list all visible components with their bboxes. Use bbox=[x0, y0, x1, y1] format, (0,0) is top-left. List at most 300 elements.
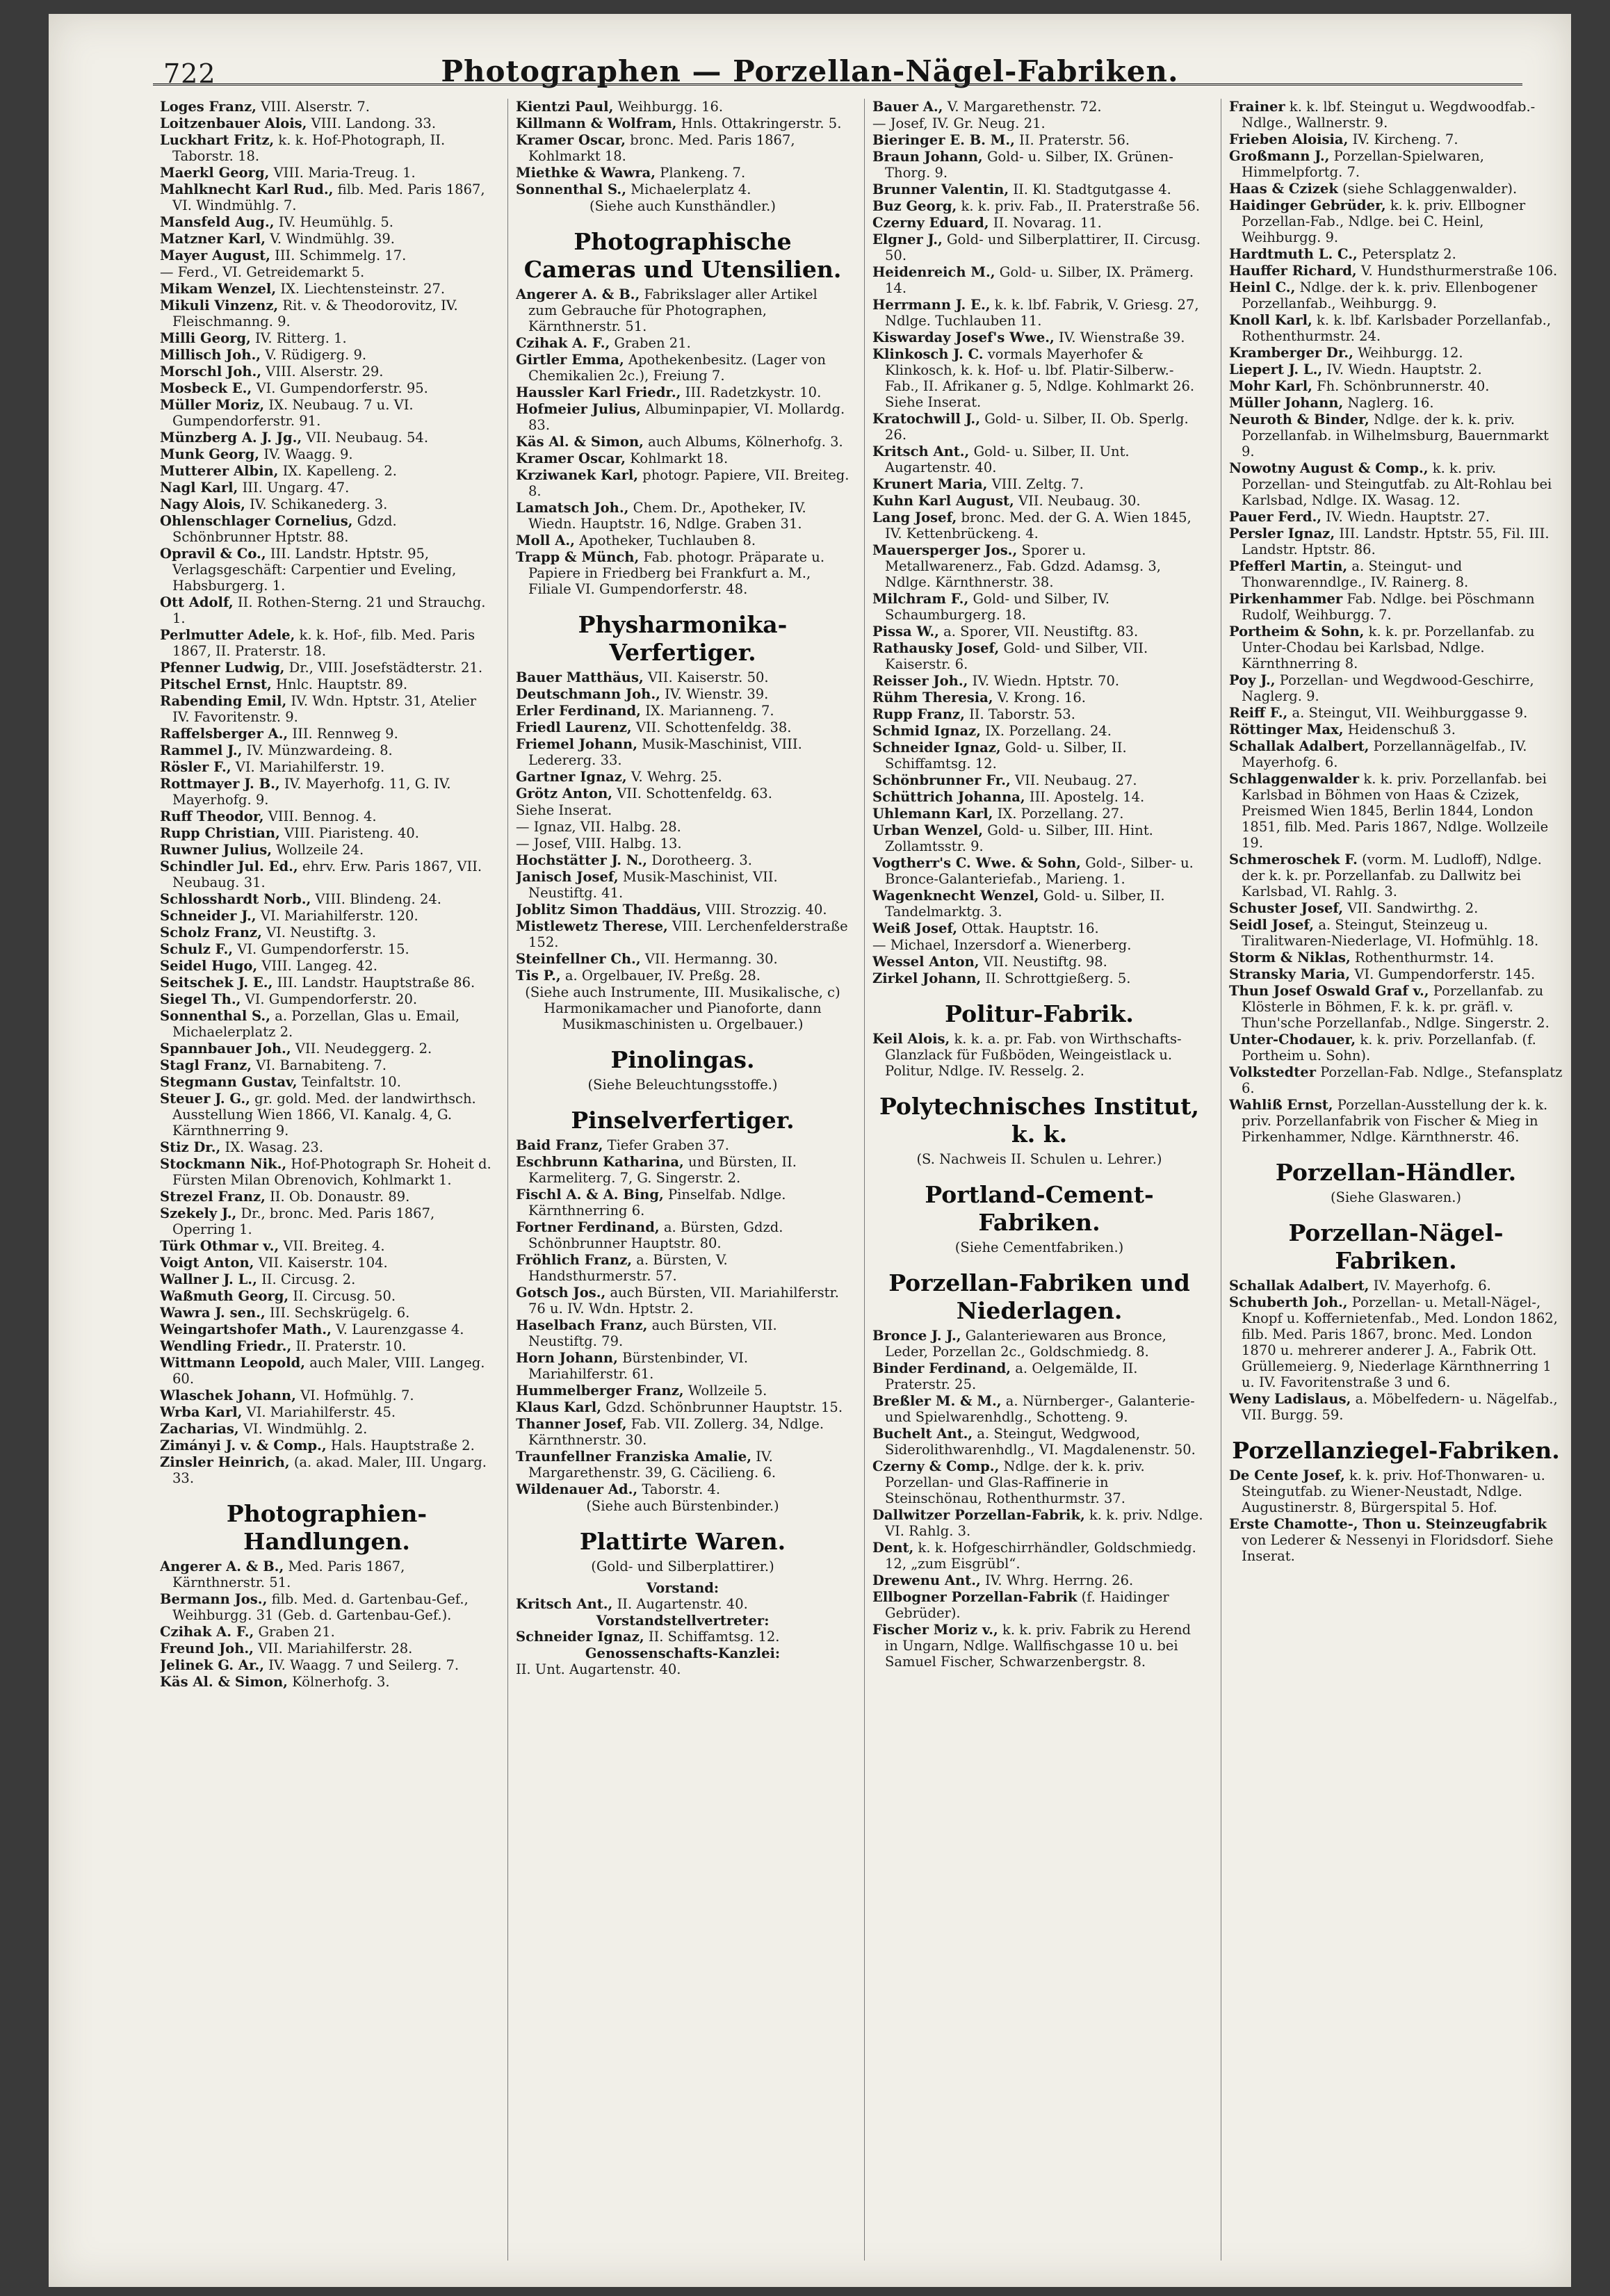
directory-entry bbox=[872, 888, 1206, 920]
directory-entry bbox=[160, 496, 494, 512]
entry-details: IV. Kircheng. 7. bbox=[1352, 131, 1458, 147]
entry-details: II. Praterstr. 10. bbox=[295, 1338, 407, 1354]
directory-entry bbox=[872, 690, 1206, 706]
entry-name: Rupp Franz, bbox=[872, 706, 965, 722]
entry-name: Knoll Karl, bbox=[1229, 312, 1312, 328]
directory-entry bbox=[160, 742, 494, 758]
entry-details: bronc. Med. Paris 1867, Kohlmarkt 18. bbox=[528, 132, 795, 164]
entry-name: Thanner Josef, bbox=[516, 1416, 627, 1432]
entry-name: Thun Josef Oswald Graf v., bbox=[1229, 983, 1429, 999]
running-title: Photographen — Porzellan-Nägel-Fabriken. bbox=[441, 54, 1179, 88]
entry-name: Erler Ferdinand, bbox=[516, 703, 641, 719]
entry-details: (f. Haidinger Gebrüder). bbox=[885, 1589, 1169, 1621]
entry-details: IV. Wiedn. Hptstr. 70. bbox=[972, 673, 1120, 689]
directory-entry bbox=[1229, 624, 1563, 671]
section-note: (Siehe Glaswaren.) bbox=[1330, 1189, 1462, 1205]
entry-name: Krunert Maria, bbox=[872, 476, 988, 492]
entry-details: Ndlge. der k. k. priv. Porzellanfab. in Wilhelmsburg, Bauernmarkt 9. bbox=[1242, 412, 1549, 459]
directory-entry bbox=[160, 776, 494, 808]
directory-entry bbox=[160, 1271, 494, 1287]
entry-details: k. k. lbf. Steingut u. Wegdwoodfab.-Ndlge., Wallnerstr. 9. bbox=[1242, 99, 1536, 131]
entry-name: Wildenauer Ad., bbox=[516, 1481, 638, 1497]
directory-entry bbox=[872, 772, 1206, 788]
subheading: Genossenschafts-Kanzlei: bbox=[585, 1645, 781, 1661]
directory-entry bbox=[872, 297, 1206, 329]
directory-entry bbox=[516, 869, 849, 901]
entry-details: Wollzeile 5. bbox=[688, 1383, 767, 1399]
entry-name: Liepert J. L., bbox=[1229, 361, 1323, 377]
section-heading: Porzellan-Händler. bbox=[1275, 1159, 1517, 1186]
directory-entry bbox=[160, 925, 494, 941]
entry-details: Hnlc. Hauptstr. 89. bbox=[276, 676, 408, 692]
entry-name: Großmann J., bbox=[1229, 148, 1330, 164]
entry-name: Kramer Oscar, bbox=[516, 450, 626, 466]
entry-details: Weihburgg. 16. bbox=[617, 99, 724, 115]
directory-entry bbox=[516, 500, 849, 532]
entry-details: IX. Porzellang. 24. bbox=[985, 723, 1112, 739]
entry-name: Bronce J. J., bbox=[872, 1328, 961, 1344]
entry-name: Breßler M. & M., bbox=[872, 1393, 1002, 1409]
entry-name: Loges Franz, bbox=[160, 99, 257, 115]
directory-entry bbox=[160, 676, 494, 692]
entry-details: Plankeng. 7. bbox=[660, 165, 746, 181]
entry-name: Schlosshardt Norb., bbox=[160, 891, 311, 907]
entry-name: Herrmann J. E., bbox=[872, 297, 991, 313]
directory-entry bbox=[516, 1449, 849, 1481]
entry-details: IV. Mayerhofg. 11, G. IV. Mayerhofg. 9. bbox=[172, 776, 451, 808]
entry-details: Hof-Photograph Sr. Hoheit d. Fürsten Milan Obrenovich, Kohlmarkt 1. bbox=[172, 1156, 491, 1188]
entry-details: VII. Neubaug. 30. bbox=[1018, 493, 1141, 509]
directory-entry bbox=[872, 443, 1206, 475]
entry-details: Med. Paris 1867, Kärnthnerstr. 51. bbox=[172, 1558, 405, 1590]
directory-entry bbox=[872, 1426, 1206, 1458]
entry-details: Gold- u. Silber, II. Schiffamtsg. 12. bbox=[885, 740, 1127, 772]
entry-name: Hummelberger Franz, bbox=[516, 1383, 684, 1399]
entry-name: Maerkl Georg, bbox=[160, 165, 270, 181]
directory-entry bbox=[1229, 917, 1563, 949]
entry-name: Loitzenbauer Alois, bbox=[160, 115, 307, 131]
entry-details: k. k. priv. Hof-Thonwaren- u. Steingutfab. zu Wiener-Neustadt, Ndlge. Augustinerstr. 8, Bürgerspital 5. Hof. bbox=[1242, 1467, 1545, 1515]
section-heading: Pinselverfertiger. bbox=[571, 1107, 795, 1134]
entry-name: Schulz F., bbox=[160, 941, 234, 957]
section-note: (S. Nachweis II. Schulen u. Lehrer.) bbox=[916, 1151, 1162, 1167]
entry-details: Porzellan-Fab. Ndlge., Stefansplatz 6. bbox=[1242, 1064, 1563, 1096]
directory-entry bbox=[1229, 99, 1563, 131]
directory-entry bbox=[160, 693, 494, 725]
entry-name: Käs Al. & Simon, bbox=[516, 434, 644, 450]
section-note: (Siehe Cementfabriken.) bbox=[954, 1239, 1124, 1255]
entry-details: IV. Wienstr. 39. bbox=[665, 686, 769, 702]
entry-details: IV. Margarethenstr. 39, G. Cäcilieng. 6. bbox=[528, 1449, 776, 1481]
entry-details: Hals. Hauptstraße 2. bbox=[330, 1438, 475, 1454]
directory-entry bbox=[160, 430, 494, 446]
entry-details: Porzellan-Ausstellung der k. k. priv. Porzellanfabrik von Fischer & Mieg in Pirkenhammer, Ndlge. Kärnthnerstr. 46. bbox=[1242, 1097, 1548, 1145]
directory-entry bbox=[160, 825, 494, 841]
directory-entry bbox=[872, 1622, 1206, 1670]
directory-entry bbox=[1229, 131, 1563, 147]
entry-name: Friedl Laurenz, bbox=[516, 719, 632, 735]
entry-name: Käs Al. & Simon, bbox=[160, 1674, 288, 1690]
entry-details: Porzellan- u. Metall-Nägel-, Knopf u. Koffernietenfab., Med. London 1862, filb. Med. Paris 1867, bronc. Med. London 1870 u. mehrerer anderer J. A., Fabrik Ott. Grüllemeierg. 9, Niederlage Kärnthnerring 1 u. IV. Favoritenstraße 3 und 6. bbox=[1242, 1294, 1558, 1390]
entry-name: Storm & Niklas, bbox=[1229, 950, 1351, 966]
entry-details: VII. Breiteg. 4. bbox=[283, 1238, 385, 1254]
entry-name: Fröhlich Franz, bbox=[516, 1252, 633, 1268]
entry-details: Fabrikslager aller Artikel zum Gebrauche für Photographen, Kärnthnerstr. 51. bbox=[528, 286, 818, 334]
entry-details: IV. Wienstraße 39. bbox=[1059, 329, 1185, 345]
directory-entry bbox=[1229, 263, 1563, 279]
entry-name: Hochstätter J. N., bbox=[516, 852, 648, 868]
entry-name: Rammel J., bbox=[160, 742, 243, 758]
section-note: (Siehe Beleuchtungsstoffe.) bbox=[587, 1077, 778, 1093]
entry-name: Schuberth Joh., bbox=[1229, 1294, 1348, 1310]
directory-entry bbox=[516, 450, 849, 466]
directory-entry bbox=[516, 686, 849, 702]
directory-entry bbox=[872, 723, 1206, 739]
directory-entry bbox=[516, 852, 849, 868]
entry-name: Haselbach Franz, bbox=[516, 1317, 648, 1333]
entry-name: Urban Wenzel, bbox=[872, 822, 984, 838]
entry-name: Mikuli Vinzenz, bbox=[160, 298, 279, 314]
entry-name: Strezel Franz, bbox=[160, 1189, 266, 1205]
entry-details: III. Schimmelg. 17. bbox=[275, 247, 407, 263]
entry-name: Seidl Josef, bbox=[1229, 917, 1315, 933]
entry-details: vormals Mayerhofer & Klinkosch, k. k. Hof- u. lbf. Platir-Silberw.-Fab., II. Afrikaner g. 5, Ndlge. Kohlmarkt 26. Siehe Inserat. bbox=[885, 346, 1195, 410]
entry-details: V. Laurenzgasse 4. bbox=[336, 1321, 464, 1337]
directory-entry bbox=[516, 384, 849, 400]
directory-entry bbox=[516, 1383, 849, 1399]
entry-name: Wawra J. sen., bbox=[160, 1305, 266, 1321]
entry-name: Bermann Jos., bbox=[160, 1591, 268, 1607]
entry-name: Bauer A., bbox=[872, 99, 943, 115]
entry-details: III. Apostelg. 14. bbox=[1029, 789, 1145, 805]
page-header bbox=[49, 33, 1571, 89]
entry-name: De Cente Josef, bbox=[1229, 1467, 1345, 1483]
entry-name: Ruwner Julius, bbox=[160, 842, 272, 858]
directory-entry bbox=[872, 740, 1206, 772]
entry-name: Trapp & Münch, bbox=[516, 549, 640, 565]
entry-name: Mistlewetz Therese, bbox=[516, 918, 668, 934]
directory-entry bbox=[516, 99, 849, 115]
entry-details: Dorotheerg. 3. bbox=[651, 852, 752, 868]
directory-entry bbox=[872, 789, 1206, 805]
entry-name: Szekely J., bbox=[160, 1205, 237, 1221]
entry-name: Münzberg A. J. Jg., bbox=[160, 430, 302, 446]
entry-details: IV. Heumühlg. 5. bbox=[278, 214, 393, 230]
directory-entry bbox=[160, 1674, 494, 1690]
directory-entry bbox=[160, 380, 494, 396]
entry-name: Moll A., bbox=[516, 532, 575, 548]
entry-details: VI. Neustiftg. 3. bbox=[266, 925, 377, 941]
directory-entry bbox=[516, 836, 849, 852]
entry-details: II. Augartenstr. 40. bbox=[617, 1596, 748, 1612]
directory-entry bbox=[516, 1252, 849, 1284]
directory-entry bbox=[1229, 181, 1563, 197]
entry-details: k. k. Hofgeschirrhändler, Goldschmiedg. 12, „zum Eisgrübl“. bbox=[885, 1540, 1196, 1572]
entry-details: k. k. priv. Porzellan- und Steingutfab. zu Alt-Rohlau bei Karlsbad, Ndlge. IX. Wasag. 12. bbox=[1242, 460, 1552, 508]
entry-details: VII. Neubaug. 54. bbox=[306, 430, 429, 446]
directory-entry bbox=[872, 493, 1206, 509]
entry-name: Ellbogner Porzellan-Fabrik bbox=[872, 1589, 1078, 1605]
entry-name: Schönbrunner Fr., bbox=[872, 772, 1011, 788]
entry-name: Wallner J. L., bbox=[160, 1271, 257, 1287]
entry-name: Haussler Karl Friedr., bbox=[516, 384, 681, 400]
directory-entry bbox=[872, 1458, 1206, 1506]
directory-entry bbox=[1229, 312, 1563, 344]
section-note: (Siehe auch Bürstenbinder.) bbox=[586, 1498, 779, 1514]
directory-entry bbox=[516, 1661, 849, 1677]
entry-name: Braun Johann, bbox=[872, 149, 983, 165]
directory-entry bbox=[872, 476, 1206, 492]
directory-entry bbox=[516, 1154, 849, 1186]
directory-entry bbox=[160, 513, 494, 545]
entry-name: Portheim & Sohn, bbox=[1229, 624, 1365, 640]
entry-details: a. Steingut, Steinzeug u. Tiralitwaren-Niederlage, VI. Hofmühlg. 18. bbox=[1242, 917, 1539, 949]
directory-entry bbox=[1229, 345, 1563, 361]
directory-entry bbox=[1229, 1294, 1563, 1390]
entry-name: Mauersperger Jos., bbox=[872, 542, 1018, 558]
entry-details: a. Porzellan, Glas u. Email, Michaelerplatz 2. bbox=[172, 1008, 460, 1040]
section-heading: Polytechnisches Institut, k. k. bbox=[879, 1093, 1199, 1148]
entry-details: k. k. priv. Porzellanfab. bei Karlsbad in Böhmen von Haas & Czizek, Preismed Wien 1845, Berlin 1844, London 1851, filb. Med. Paris 1867, Ndlge. Wollzeile 19. bbox=[1242, 771, 1549, 851]
entry-details: Wollzeile 24. bbox=[276, 842, 364, 858]
entry-name: Schneider Ignaz, bbox=[872, 740, 1001, 756]
entry-details: (vorm. M. Ludloff), Ndlge. der k. k. pr. Porzellanfab. zu Dallwitz bei Karlsbad, VI. Rahlg. 3. bbox=[1242, 852, 1542, 899]
entry-name: Müller Moriz, bbox=[160, 397, 265, 413]
entry-details: Gold- und Silberplattirer, II. Circusg. 50. bbox=[885, 231, 1201, 263]
directory-entry bbox=[516, 467, 849, 499]
entry-name: Stockmann Nik., bbox=[160, 1156, 287, 1172]
entry-name: Stegmann Gustav, bbox=[160, 1074, 298, 1090]
entry-details: Albuminpapier, VI. Mollardg. 83. bbox=[528, 401, 845, 433]
directory-entry bbox=[160, 1404, 494, 1420]
directory-entry bbox=[516, 1317, 849, 1349]
directory-entry bbox=[872, 115, 1206, 131]
entry-name: Raffelsberger A., bbox=[160, 726, 288, 742]
entry-name: Czihak A. F., bbox=[516, 335, 610, 351]
directory-entry bbox=[516, 286, 849, 334]
entry-details: k. k. priv. Ellbogner Porzellan-Fab., Ndlge. bei C. Heinl, Weihburgg. 9. bbox=[1242, 197, 1526, 245]
entry-details: II. Unt. Augartenstr. 40. bbox=[516, 1661, 681, 1677]
directory-entry bbox=[160, 1008, 494, 1040]
directory-entry bbox=[160, 115, 494, 131]
directory-entry bbox=[160, 627, 494, 659]
entry-details: a. Steingut- und Thonwarenndlge., IV. Rainerg. 8. bbox=[1242, 558, 1469, 590]
entry-details: von Lederer & Nessenyi in Floridsdorf. Siehe Inserat. bbox=[1242, 1532, 1554, 1564]
entry-details: Dr., VIII. Josefstädterstr. 21. bbox=[288, 660, 483, 676]
entry-details: a. Steingut, Wedgwood, Siderolithwarenhdlg., VI. Magdalenenstr. 50. bbox=[885, 1426, 1196, 1458]
directory-entry bbox=[872, 329, 1206, 345]
directory-entry bbox=[516, 1481, 849, 1497]
directory-entry bbox=[1229, 460, 1563, 508]
directory-entry bbox=[1229, 197, 1563, 245]
entry-details: VI. Hofmühlg. 7. bbox=[300, 1387, 414, 1403]
section-heading: Physharmonika-Verfertiger. bbox=[578, 611, 788, 666]
subheading: Vorstandstellvertreter: bbox=[596, 1613, 770, 1629]
entry-name: Fortner Ferdinand, bbox=[516, 1219, 660, 1235]
entry-details: Porzellan-Spielwaren, Himmelpfortg. 7. bbox=[1242, 148, 1484, 180]
entry-name: Kiswarday Josef's Wwe., bbox=[872, 329, 1055, 345]
directory-entry bbox=[1229, 412, 1563, 459]
directory-page bbox=[49, 14, 1571, 2287]
entry-name: Angerer A. & B., bbox=[516, 286, 640, 302]
directory-entry bbox=[160, 1205, 494, 1237]
column-3 bbox=[872, 99, 1206, 2274]
entry-name: Poy J., bbox=[1229, 672, 1276, 688]
directory-entry bbox=[516, 132, 849, 164]
entry-details: VIII. Maria-Treug. 1. bbox=[273, 165, 416, 181]
entry-details: VII. Mariahilferstr. 28. bbox=[258, 1640, 413, 1656]
entry-details: III. Rennweg 9. bbox=[292, 726, 398, 742]
directory-entry bbox=[160, 1139, 494, 1155]
entry-name: Seidel Hugo, bbox=[160, 958, 258, 974]
entry-name: Mosbeck E., bbox=[160, 380, 252, 396]
entry-name: Angerer A. & B., bbox=[160, 1558, 284, 1574]
directory-entry bbox=[160, 281, 494, 297]
entry-details: Galanteriewaren aus Bronce, Leder, Porzellan 2c., Goldschmiedg. 8. bbox=[885, 1328, 1166, 1360]
directory-entry bbox=[160, 181, 494, 213]
directory-entry bbox=[516, 115, 849, 131]
directory-entry bbox=[516, 1219, 849, 1251]
entry-name: Horn Johann, bbox=[516, 1350, 618, 1366]
entry-name: Pirkenhammer bbox=[1229, 591, 1343, 607]
entry-details: k. k. a. pr. Fab. von Wirthschafts-Glanzlack für Fußböden, Weingeistlack u. Politur, Ndlge. IV. Resselg. 2. bbox=[885, 1031, 1182, 1079]
entry-details: IV. Waagg. 7 und Seilerg. 7. bbox=[268, 1657, 460, 1673]
entry-details: VIII. Alserstr. 7. bbox=[261, 99, 370, 115]
directory-entry bbox=[1229, 378, 1563, 394]
entry-details: (a. akad. Maler, III. Ungarg. 33. bbox=[172, 1454, 487, 1486]
entry-details: VI. Mariahilferstr. 120. bbox=[260, 908, 418, 924]
directory-entry bbox=[160, 660, 494, 676]
entry-name: Fischer Moriz v., bbox=[872, 1622, 998, 1638]
entry-details: Ndlge. der k. k. priv. Ellenbogener Porzellanfab., Weihburgg. 9. bbox=[1242, 279, 1538, 311]
entry-details: — Josef, VIII. Halbg. 13. bbox=[516, 836, 682, 852]
directory-entry bbox=[516, 1187, 849, 1219]
directory-entry bbox=[1229, 558, 1563, 590]
column-2 bbox=[516, 99, 849, 2274]
entry-details: IV. Ritterg. 1. bbox=[254, 330, 347, 346]
entry-details: VII. Sandwirthg. 2. bbox=[1347, 900, 1479, 916]
entry-details: Hnls. Ottakringerstr. 5. bbox=[681, 115, 842, 131]
directory-entry bbox=[1229, 509, 1563, 525]
directory-entry bbox=[1229, 1278, 1563, 1294]
entry-details: Rit. v. & Theodorovitz, IV. Fleischmanng. 9. bbox=[172, 298, 458, 329]
entry-name: Röttinger Max, bbox=[1229, 722, 1344, 738]
entry-details: Porzellan- und Wegdwood-Geschirre, Naglerg. 9. bbox=[1242, 672, 1534, 704]
directory-entry bbox=[160, 975, 494, 991]
entry-name: Wendling Friedr., bbox=[160, 1338, 292, 1354]
entry-name: Janisch Josef, bbox=[516, 869, 619, 885]
entry-name: Joblitz Simon Thaddäus, bbox=[516, 902, 701, 918]
section-heading: Porzellanziegel-Fabriken. bbox=[1232, 1437, 1560, 1464]
section-heading: Plattirte Waren. bbox=[579, 1528, 786, 1555]
subheading: Vorstand: bbox=[646, 1580, 719, 1596]
entry-details: Naglerg. 16. bbox=[1347, 395, 1434, 411]
directory-entry bbox=[516, 951, 849, 967]
entry-details: — Josef, IV. Gr. Neug. 21. bbox=[872, 115, 1046, 131]
entry-details: Heidenschuß 3. bbox=[1347, 722, 1456, 738]
directory-entry bbox=[160, 446, 494, 462]
entry-details: filb. Med. d. Gartenbau-Gef., Weihburgg. 31 (Geb. d. Gartenbau-Gef.). bbox=[172, 1591, 469, 1623]
entry-name: Drewenu Ant., bbox=[872, 1572, 981, 1588]
directory-entry bbox=[872, 215, 1206, 231]
directory-entry bbox=[160, 1421, 494, 1437]
entry-details: Ndlge. der k. k. priv. Porzellan- und Glas-Raffinerie in Steinschönau, Rothenthurmstr. 37. bbox=[885, 1458, 1145, 1506]
directory-entry bbox=[160, 546, 494, 594]
directory-entry bbox=[160, 1558, 494, 1590]
directory-entry bbox=[1229, 1467, 1563, 1515]
entry-details: Tiefer Graben 37. bbox=[607, 1137, 729, 1153]
directory-entry bbox=[160, 941, 494, 957]
entry-name: Heinl C., bbox=[1229, 279, 1296, 295]
entry-name: Kuhn Karl August, bbox=[872, 493, 1014, 509]
entry-details: Gold- u. Silber, II. Unt. Augartenstr. 40. bbox=[885, 443, 1130, 475]
directory-entry bbox=[516, 769, 849, 785]
directory-entry bbox=[1229, 246, 1563, 262]
entry-name: Fischl A. & A. Bing, bbox=[516, 1187, 664, 1203]
entry-name: Pitschel Ernst, bbox=[160, 676, 272, 692]
entry-details: auch Bürsten, VII. Neustiftg. 79. bbox=[528, 1317, 777, 1349]
entry-details: Gold- und Silber, VII. Kaiserstr. 6. bbox=[885, 640, 1148, 672]
entry-details: II. Schiffamtsg. 12. bbox=[648, 1629, 780, 1645]
directory-entry bbox=[516, 785, 849, 801]
entry-details: k. k. Hof-, filb. Med. Paris 1867, II. Praterstr. 18. bbox=[172, 627, 475, 659]
entry-details: VIII. Blindeng. 24. bbox=[315, 891, 441, 907]
entry-details: Musik-Maschinist, VII. Neustiftg. 41. bbox=[528, 869, 778, 901]
directory-entry bbox=[872, 1589, 1206, 1621]
entry-details: IX. Marianneng. 7. bbox=[645, 703, 774, 719]
entry-name: Millisch Joh., bbox=[160, 347, 261, 363]
entry-name: Pissa W., bbox=[872, 624, 939, 640]
entry-name: Neuroth & Binder, bbox=[1229, 412, 1369, 428]
entry-details: IV. Münzwardeing. 8. bbox=[246, 742, 393, 758]
entry-details: VII. Kaiserstr. 104. bbox=[258, 1255, 388, 1271]
entry-details: V. Margarethenstr. 72. bbox=[947, 99, 1102, 115]
directory-entry bbox=[160, 1238, 494, 1254]
entry-details: k. k. priv. Porzellanfab. (f. Portheim u. Sohn). bbox=[1242, 1032, 1536, 1064]
entry-name: Uhlemann Karl, bbox=[872, 806, 993, 822]
directory-entry bbox=[1229, 852, 1563, 899]
entry-details: a. Orgelbauer, IV. Preßg. 28. bbox=[564, 968, 761, 984]
entry-details: Ottak. Hauptstr. 16. bbox=[961, 920, 1099, 936]
entry-details: Apothekenbesitz. (Lager von Chemikalien 2c.), Freiung 7. bbox=[528, 352, 826, 384]
entry-name: Rupp Christian, bbox=[160, 825, 280, 841]
section-heading: Porzellan-Fabriken und Niederlagen. bbox=[888, 1269, 1190, 1324]
entry-details: a. Bürsten, Gdzd. Schönbrunner Hauptstr. 80. bbox=[528, 1219, 783, 1251]
entry-name: Nagl Karl, bbox=[160, 480, 238, 496]
entry-details: III. Landstr. Hauptstraße 86. bbox=[277, 975, 475, 991]
entry-details: VII. Neudeggerg. 2. bbox=[295, 1041, 432, 1057]
directory-entry bbox=[872, 1328, 1206, 1360]
directory-entry bbox=[872, 855, 1206, 887]
entry-name: Zacharias, bbox=[160, 1421, 239, 1437]
directory-entry bbox=[872, 346, 1206, 410]
entry-details: photogr. Papiere, VII. Breiteg. 8. bbox=[528, 467, 849, 499]
entry-details: Michaelerplatz 4. bbox=[631, 181, 751, 197]
directory-entry bbox=[160, 1255, 494, 1271]
entry-details: IX. Porzellang. 27. bbox=[997, 806, 1124, 822]
directory-entry bbox=[872, 99, 1206, 115]
directory-entry bbox=[160, 165, 494, 181]
entry-details: gr. gold. Med. der landwirthsch. Ausstellung Wien 1866, VI. Kanalg. 4, G. Kärnthnerring 9. bbox=[172, 1091, 476, 1139]
directory-entry bbox=[1229, 148, 1563, 180]
entry-details: Gdzd. Schönbrunner Hptstr. 88. bbox=[172, 513, 397, 545]
directory-entry bbox=[872, 591, 1206, 623]
entry-details: a. Oelgemälde, II. Praterstr. 25. bbox=[885, 1360, 1138, 1392]
directory-entry bbox=[160, 808, 494, 824]
directory-entry bbox=[160, 1591, 494, 1623]
entry-details: III. Landstr. Hptstr. 95, Verlagsgeschäft: Carpentier und Eveling, Habsburgerg. 1. bbox=[172, 546, 457, 594]
entry-details: Pinselfab. Ndlge. Kärnthnerring 6. bbox=[528, 1187, 786, 1219]
